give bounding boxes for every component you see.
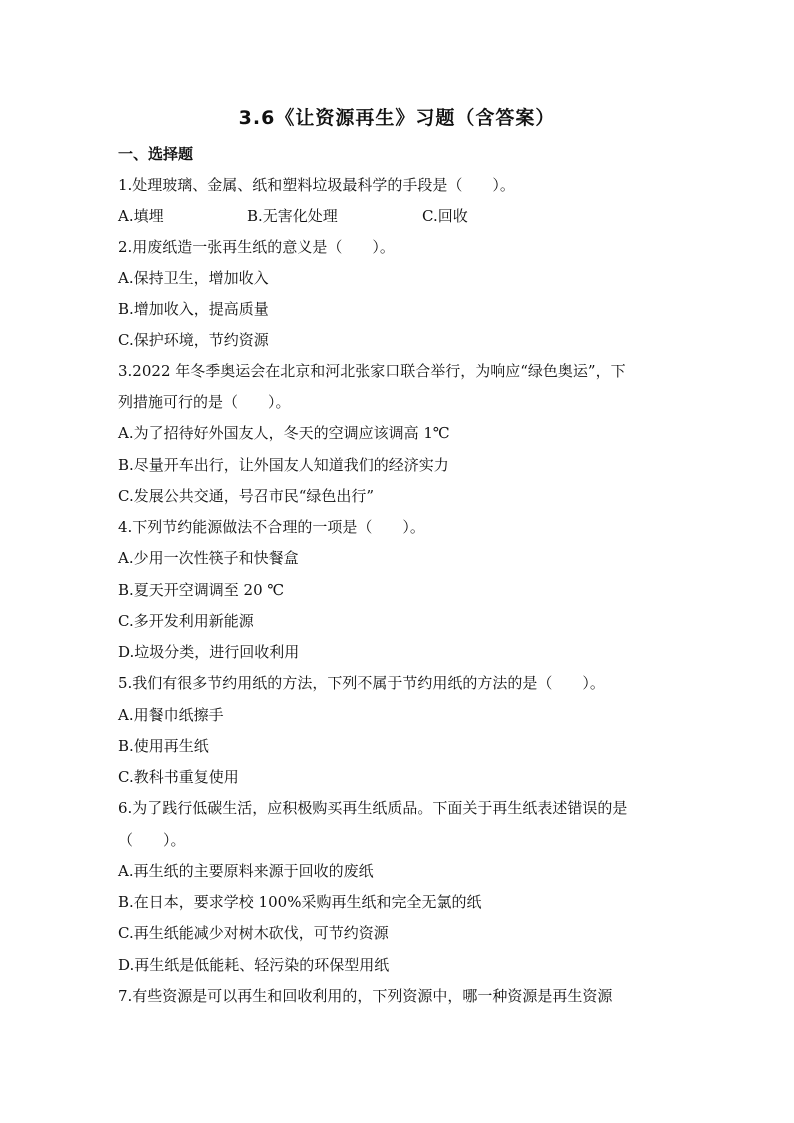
q5-option-b: B.使用再生纸 xyxy=(118,737,209,755)
q1-option-a: A.填埋 xyxy=(118,207,164,225)
q2-option-b: B.增加收入，提高质量 xyxy=(118,300,269,318)
question-6-stem-line-2: （ ）。 xyxy=(118,831,186,849)
q4-option-c: C.多开发利用新能源 xyxy=(118,612,254,630)
q3-option-a: A.为了招待好外国友人，冬天的空调应该调高 1℃ xyxy=(118,424,450,442)
question-6-stem-line-1: 6.为了践行低碳生活，应积极购买再生纸质品。下面关于再生纸表述错误的是 xyxy=(118,799,628,817)
q6-option-b: B.在日本，要求学校 100%采购再生纸和完全无氯的纸 xyxy=(118,893,482,911)
question-1-options xyxy=(118,206,468,226)
q4-option-b: B.夏天开空调调至 20 ℃ xyxy=(118,581,285,599)
q6-option-c: C.再生纸能减少对树木砍伐，可节约资源 xyxy=(118,924,389,942)
q5-option-c: C.教科书重复使用 xyxy=(118,768,239,786)
question-5-stem: 5.我们有很多节约用纸的方法，下列不属于节约用纸的方法的是（ ）。 xyxy=(118,674,605,692)
question-2-stem: 2.用废纸造一张再生纸的意义是（ ）。 xyxy=(118,238,395,256)
q3-option-b: B.尽量开车出行，让外国友人知道我们的经济实力 xyxy=(118,456,449,474)
question-3-stem-line-2: 列措施可行的是（ ）。 xyxy=(118,393,291,411)
question-4-stem: 4.下列节约能源做法不合理的一项是（ ）。 xyxy=(118,518,425,536)
q4-option-d: D.垃圾分类，进行回收利用 xyxy=(118,643,300,661)
q2-option-a: A.保持卫生，增加收入 xyxy=(118,269,269,287)
q1-option-c: C.回收 xyxy=(422,207,468,225)
q3-option-c: C.发展公共交通，号召市民“绿色出行” xyxy=(118,487,375,505)
q6-option-d: D.再生纸是低能耗、轻污染的环保型用纸 xyxy=(118,956,390,974)
q6-option-a: A.再生纸的主要原料来源于回收的废纸 xyxy=(118,862,374,880)
q4-option-a: A.少用一次性筷子和快餐盒 xyxy=(118,549,299,567)
question-3-stem-line-1: 3.2022 年冬季奥运会在北京和河北张家口联合举行，为响应“绿色奥运”，下 xyxy=(118,362,626,380)
q1-option-b: B.无害化处理 xyxy=(247,207,338,225)
document-title: 3.6《让资源再生》习题（含答案） xyxy=(238,107,556,129)
q5-option-a: A.用餐巾纸擦手 xyxy=(118,706,224,724)
question-1-stem: 1.处理玻璃、金属、纸和塑料垃圾最科学的手段是（ ）。 xyxy=(118,176,515,194)
section-heading: 一、选择题 xyxy=(118,145,194,163)
question-7-stem: 7.有些资源是可以再生和回收利用的，下列资源中，哪一种资源是再生资源 xyxy=(118,987,613,1005)
q2-option-c: C.保护环境，节约资源 xyxy=(118,331,269,349)
